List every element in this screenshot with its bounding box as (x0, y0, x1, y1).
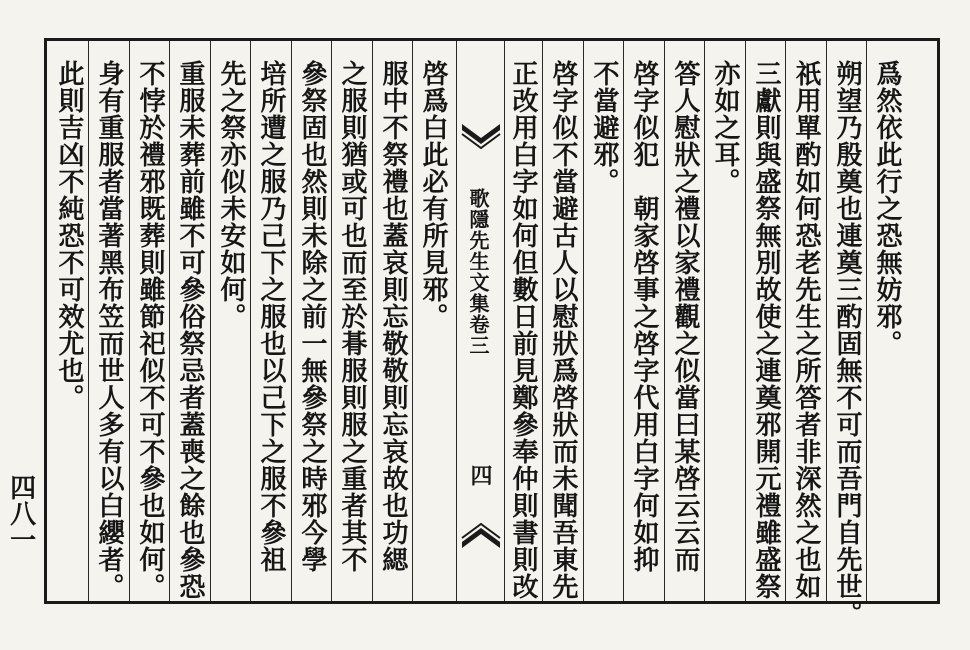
column-rule (745, 41, 746, 601)
text-column: 亦如之耳。 (710, 60, 740, 195)
text-column: 不悖於禮邪既葬則雖節祀似不可不參也如何。 (135, 60, 165, 600)
text-column: 重服未葬前雖不可參俗祭忌者蓋喪之餘也參恐 (175, 60, 205, 600)
text-column: 啓字似犯 朝家啓事之啓字代用白字何如抑 (629, 60, 659, 573)
leaf-number: 四 (467, 464, 493, 486)
column-rule (129, 41, 130, 601)
column-rule (542, 41, 543, 601)
page-number: 四八一 (5, 474, 36, 552)
column-rule (456, 41, 457, 601)
text-column: 答人慰狀之禮以家禮觀之似當曰某啓云云而 (670, 60, 700, 573)
text-column: 朔望乃殷奠也連奠三酌固無不可而吾門自先世。 (832, 60, 862, 627)
column-rule (866, 41, 867, 601)
book-title: 歌隱先生文集卷三 (466, 188, 490, 356)
text-column: 之服則猶或可也而至於朞服則服之重者其不 (337, 60, 367, 573)
column-rule (412, 41, 413, 601)
text-column: 身有重服者當著黑布笠而世人多有以白纓者。 (94, 60, 124, 600)
column-rule (704, 41, 705, 601)
upper-fish-tail-ornament (460, 122, 502, 156)
column-rule (169, 41, 170, 601)
column-rule (291, 41, 292, 601)
column-rule (331, 41, 332, 601)
text-column: 正改用白字如何但數日前見鄭參奉仲則書則改 (508, 60, 538, 600)
text-column: 不當避邪。 (589, 60, 619, 195)
text-column: 啓爲白此必有所見邪。 (418, 60, 448, 330)
column-rule (88, 41, 89, 601)
column-rule (210, 41, 211, 601)
column-rule (785, 41, 786, 601)
text-column: 培所遭之服乃己下之服也以己下之服不參祖 (256, 60, 286, 573)
lower-fish-tail-ornament (460, 516, 502, 550)
text-column: 啓字似不當避古人以慰狀爲啓狀而未聞吾東先 (548, 60, 578, 600)
column-rule (664, 41, 665, 601)
center-fold-panel (456, 40, 506, 602)
text-column: 三獻則與盛祭無別故使之連奠邪開元禮雖盛祭 (751, 60, 781, 600)
text-column: 祇用單酌如何恐老先生之所答者非深然之也如 (791, 60, 821, 600)
text-column: 參祭固也然則未除之前一無參祭之時邪今學 (297, 60, 327, 573)
column-rule (826, 41, 827, 601)
column-rule (583, 41, 584, 601)
column-rule (372, 41, 373, 601)
column-rule (250, 41, 251, 601)
text-column: 爲然依此行之恐無妨邪。 (872, 60, 902, 357)
column-rule (623, 41, 624, 601)
text-column: 先之祭亦似未安如何。 (216, 60, 246, 330)
text-column: 服中不祭禮也蓋哀則忘敬敬則忘哀故也功緦 (378, 60, 408, 573)
text-column: 此則吉凶不純恐不可效尤也。 (54, 60, 84, 411)
